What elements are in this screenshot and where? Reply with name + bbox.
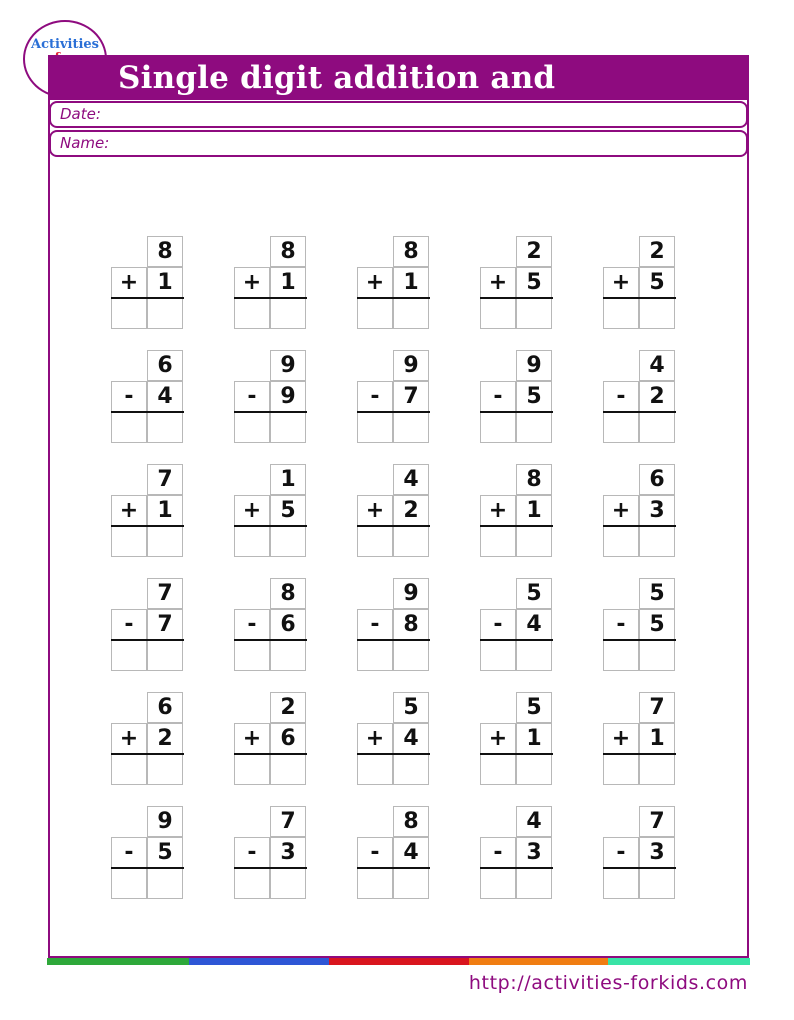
problem-1-1 xyxy=(111,236,185,330)
answer-box-ones[interactable] xyxy=(147,298,183,329)
answer-box-tens[interactable] xyxy=(111,868,147,899)
answer-box-tens[interactable] xyxy=(111,640,147,671)
top-number: 7 xyxy=(147,578,183,609)
answer-box-ones[interactable] xyxy=(516,868,552,899)
sum-line xyxy=(603,525,676,527)
answer-box-ones[interactable] xyxy=(270,526,306,557)
sum-line xyxy=(357,639,430,641)
answer-box-ones[interactable] xyxy=(639,640,675,671)
answer-box-tens[interactable] xyxy=(111,298,147,329)
bottom-number: 8 xyxy=(393,609,429,640)
top-number: 6 xyxy=(147,350,183,381)
answer-box-ones[interactable] xyxy=(393,640,429,671)
sum-line xyxy=(357,525,430,527)
bottom-number: 3 xyxy=(270,837,306,868)
operator: - xyxy=(111,837,147,868)
sum-line xyxy=(111,753,184,755)
top-number: 9 xyxy=(270,350,306,381)
operator: - xyxy=(234,381,270,412)
date-field[interactable]: Date: xyxy=(49,101,748,128)
top-number: 9 xyxy=(393,578,429,609)
top-number: 5 xyxy=(393,692,429,723)
operator: + xyxy=(480,495,516,526)
operator: - xyxy=(480,609,516,640)
operator: + xyxy=(357,267,393,298)
top-number: 9 xyxy=(393,350,429,381)
answer-box-tens[interactable] xyxy=(111,526,147,557)
sum-line xyxy=(357,753,430,755)
answer-box-tens[interactable] xyxy=(234,412,270,443)
footer-stripe-blue xyxy=(189,958,329,965)
top-number: 8 xyxy=(393,236,429,267)
bottom-number: 2 xyxy=(639,381,675,412)
answer-box-tens[interactable] xyxy=(234,526,270,557)
top-number: 8 xyxy=(270,578,306,609)
problem-6-1 xyxy=(111,806,185,900)
answer-box-ones[interactable] xyxy=(639,868,675,899)
problem-3-3 xyxy=(357,464,431,558)
bottom-number: 7 xyxy=(393,381,429,412)
sum-line xyxy=(357,411,430,413)
operator: - xyxy=(603,609,639,640)
sum-line xyxy=(480,525,553,527)
bottom-number: 5 xyxy=(516,267,552,298)
operator: + xyxy=(480,723,516,754)
bottom-number: 1 xyxy=(516,495,552,526)
top-number: 2 xyxy=(639,236,675,267)
bottom-number: 4 xyxy=(147,381,183,412)
top-number: 6 xyxy=(639,464,675,495)
answer-box-tens[interactable] xyxy=(603,640,639,671)
problem-5-3 xyxy=(357,692,431,786)
problem-1-5 xyxy=(603,236,677,330)
sum-line xyxy=(480,753,553,755)
operator: + xyxy=(357,495,393,526)
answer-box-tens[interactable] xyxy=(480,868,516,899)
problem-4-1 xyxy=(111,578,185,672)
sum-line xyxy=(480,639,553,641)
top-number: 1 xyxy=(270,464,306,495)
top-number: 6 xyxy=(147,692,183,723)
bottom-number: 1 xyxy=(147,495,183,526)
name-field[interactable]: Name: xyxy=(49,130,748,157)
operator: - xyxy=(357,837,393,868)
sum-line xyxy=(234,753,307,755)
footer-url[interactable]: http://activities-forkids.com xyxy=(468,972,748,994)
answer-box-ones[interactable] xyxy=(147,640,183,671)
problem-3-2 xyxy=(234,464,308,558)
top-number: 4 xyxy=(639,350,675,381)
footer-stripe-green xyxy=(47,958,189,965)
problem-6-2 xyxy=(234,806,308,900)
footer-stripe-teal xyxy=(608,958,750,965)
operator: + xyxy=(111,723,147,754)
problem-4-3 xyxy=(357,578,431,672)
problem-4-5 xyxy=(603,578,677,672)
answer-box-ones[interactable] xyxy=(393,526,429,557)
operator: + xyxy=(234,267,270,298)
problem-5-1 xyxy=(111,692,185,786)
answer-box-tens[interactable] xyxy=(111,754,147,785)
operator: - xyxy=(480,837,516,868)
answer-box-tens[interactable] xyxy=(234,298,270,329)
answer-box-ones[interactable] xyxy=(270,868,306,899)
sum-line xyxy=(480,411,553,413)
sum-line xyxy=(603,639,676,641)
top-number: 8 xyxy=(147,236,183,267)
problem-5-2 xyxy=(234,692,308,786)
answer-box-ones[interactable] xyxy=(639,412,675,443)
bottom-number: 5 xyxy=(639,609,675,640)
problem-3-4 xyxy=(480,464,554,558)
problem-6-4 xyxy=(480,806,554,900)
top-number: 5 xyxy=(516,692,552,723)
answer-box-ones[interactable] xyxy=(516,526,552,557)
operator: + xyxy=(480,267,516,298)
top-number: 7 xyxy=(639,806,675,837)
answer-box-ones[interactable] xyxy=(393,298,429,329)
answer-box-tens[interactable] xyxy=(234,640,270,671)
answer-box-tens[interactable] xyxy=(603,526,639,557)
top-number: 5 xyxy=(639,578,675,609)
answer-box-ones[interactable] xyxy=(147,754,183,785)
footer-stripe-red xyxy=(329,958,469,965)
problem-3-1 xyxy=(111,464,185,558)
problem-2-3 xyxy=(357,350,431,444)
operator: + xyxy=(111,495,147,526)
problem-2-5 xyxy=(603,350,677,444)
answer-box-tens[interactable] xyxy=(480,412,516,443)
problem-5-4 xyxy=(480,692,554,786)
bottom-number: 3 xyxy=(516,837,552,868)
bottom-number: 5 xyxy=(639,267,675,298)
operator: - xyxy=(111,381,147,412)
problem-1-3 xyxy=(357,236,431,330)
sum-line xyxy=(603,411,676,413)
operator: - xyxy=(603,381,639,412)
top-number: 2 xyxy=(516,236,552,267)
answer-box-tens[interactable] xyxy=(480,526,516,557)
answer-box-tens[interactable] xyxy=(480,754,516,785)
top-number: 4 xyxy=(393,464,429,495)
operator: - xyxy=(480,381,516,412)
operator: - xyxy=(603,837,639,868)
bottom-number: 7 xyxy=(147,609,183,640)
top-number: 8 xyxy=(516,464,552,495)
operator: + xyxy=(603,723,639,754)
answer-box-ones[interactable] xyxy=(147,526,183,557)
problem-4-4 xyxy=(480,578,554,672)
operator: + xyxy=(603,495,639,526)
operator: - xyxy=(357,381,393,412)
operator: + xyxy=(234,495,270,526)
bottom-number: 1 xyxy=(516,723,552,754)
bottom-number: 3 xyxy=(639,495,675,526)
answer-box-tens[interactable] xyxy=(357,640,393,671)
bottom-number: 5 xyxy=(516,381,552,412)
problem-6-5 xyxy=(603,806,677,900)
answer-box-ones[interactable] xyxy=(639,526,675,557)
bottom-number: 1 xyxy=(639,723,675,754)
sum-line xyxy=(603,753,676,755)
operator: - xyxy=(357,609,393,640)
answer-box-tens[interactable] xyxy=(111,412,147,443)
problem-2-1 xyxy=(111,350,185,444)
footer-stripe-orange xyxy=(469,958,608,965)
top-number: 2 xyxy=(270,692,306,723)
sum-line xyxy=(357,297,430,299)
answer-box-tens[interactable] xyxy=(357,754,393,785)
bottom-number: 1 xyxy=(393,267,429,298)
bottom-number: 4 xyxy=(393,837,429,868)
bottom-number: 1 xyxy=(147,267,183,298)
bottom-number: 4 xyxy=(516,609,552,640)
answer-box-tens[interactable] xyxy=(603,754,639,785)
answer-box-ones[interactable] xyxy=(516,640,552,671)
sum-line xyxy=(111,639,184,641)
top-number: 8 xyxy=(393,806,429,837)
problem-3-5 xyxy=(603,464,677,558)
top-number: 9 xyxy=(516,350,552,381)
logo-line-1: Activities xyxy=(31,37,99,52)
answer-box-tens[interactable] xyxy=(234,754,270,785)
answer-box-ones[interactable] xyxy=(639,754,675,785)
sum-line xyxy=(111,411,184,413)
sum-line xyxy=(480,297,553,299)
top-number: 7 xyxy=(147,464,183,495)
answer-box-tens[interactable] xyxy=(234,868,270,899)
bottom-number: 4 xyxy=(393,723,429,754)
sum-line xyxy=(603,867,676,869)
top-number: 7 xyxy=(270,806,306,837)
sum-line xyxy=(234,525,307,527)
answer-box-tens[interactable] xyxy=(480,298,516,329)
answer-box-ones[interactable] xyxy=(516,298,552,329)
sum-line xyxy=(111,525,184,527)
answer-box-ones[interactable] xyxy=(147,868,183,899)
problem-5-5 xyxy=(603,692,677,786)
answer-box-ones[interactable] xyxy=(270,298,306,329)
answer-box-ones[interactable] xyxy=(393,868,429,899)
answer-box-ones[interactable] xyxy=(393,754,429,785)
sum-line xyxy=(234,639,307,641)
answer-box-tens[interactable] xyxy=(357,526,393,557)
bottom-number: 5 xyxy=(270,495,306,526)
problem-4-2 xyxy=(234,578,308,672)
answer-box-tens[interactable] xyxy=(357,412,393,443)
answer-box-ones[interactable] xyxy=(270,412,306,443)
sum-line xyxy=(234,867,307,869)
sum-line xyxy=(357,867,430,869)
answer-box-ones[interactable] xyxy=(270,754,306,785)
problem-2-2 xyxy=(234,350,308,444)
sum-line xyxy=(603,297,676,299)
sum-line xyxy=(111,297,184,299)
answer-box-tens[interactable] xyxy=(603,868,639,899)
bottom-number: 2 xyxy=(147,723,183,754)
bottom-number: 9 xyxy=(270,381,306,412)
top-number: 5 xyxy=(516,578,552,609)
answer-box-ones[interactable] xyxy=(147,412,183,443)
operator: + xyxy=(357,723,393,754)
operator: + xyxy=(111,267,147,298)
top-number: 7 xyxy=(639,692,675,723)
problem-2-4 xyxy=(480,350,554,444)
operator: - xyxy=(111,609,147,640)
answer-box-ones[interactable] xyxy=(516,412,552,443)
page-title: Single digit addition and xyxy=(118,60,556,96)
sum-line xyxy=(234,411,307,413)
operator: - xyxy=(234,837,270,868)
operator: + xyxy=(234,723,270,754)
answer-box-tens[interactable] xyxy=(357,298,393,329)
answer-box-ones[interactable] xyxy=(393,412,429,443)
bottom-number: 2 xyxy=(393,495,429,526)
sum-line xyxy=(111,867,184,869)
problem-1-2 xyxy=(234,236,308,330)
bottom-number: 6 xyxy=(270,723,306,754)
bottom-number: 5 xyxy=(147,837,183,868)
answer-box-ones[interactable] xyxy=(516,754,552,785)
top-number: 4 xyxy=(516,806,552,837)
operator: - xyxy=(234,609,270,640)
answer-box-tens[interactable] xyxy=(603,412,639,443)
top-number: 8 xyxy=(270,236,306,267)
sum-line xyxy=(234,297,307,299)
bottom-number: 1 xyxy=(270,267,306,298)
bottom-number: 6 xyxy=(270,609,306,640)
answer-box-ones[interactable] xyxy=(639,298,675,329)
problem-6-3 xyxy=(357,806,431,900)
answer-box-tens[interactable] xyxy=(603,298,639,329)
answer-box-ones[interactable] xyxy=(270,640,306,671)
top-number: 9 xyxy=(147,806,183,837)
bottom-number: 3 xyxy=(639,837,675,868)
sum-line xyxy=(480,867,553,869)
problem-1-4 xyxy=(480,236,554,330)
operator: + xyxy=(603,267,639,298)
answer-box-tens[interactable] xyxy=(480,640,516,671)
answer-box-tens[interactable] xyxy=(357,868,393,899)
